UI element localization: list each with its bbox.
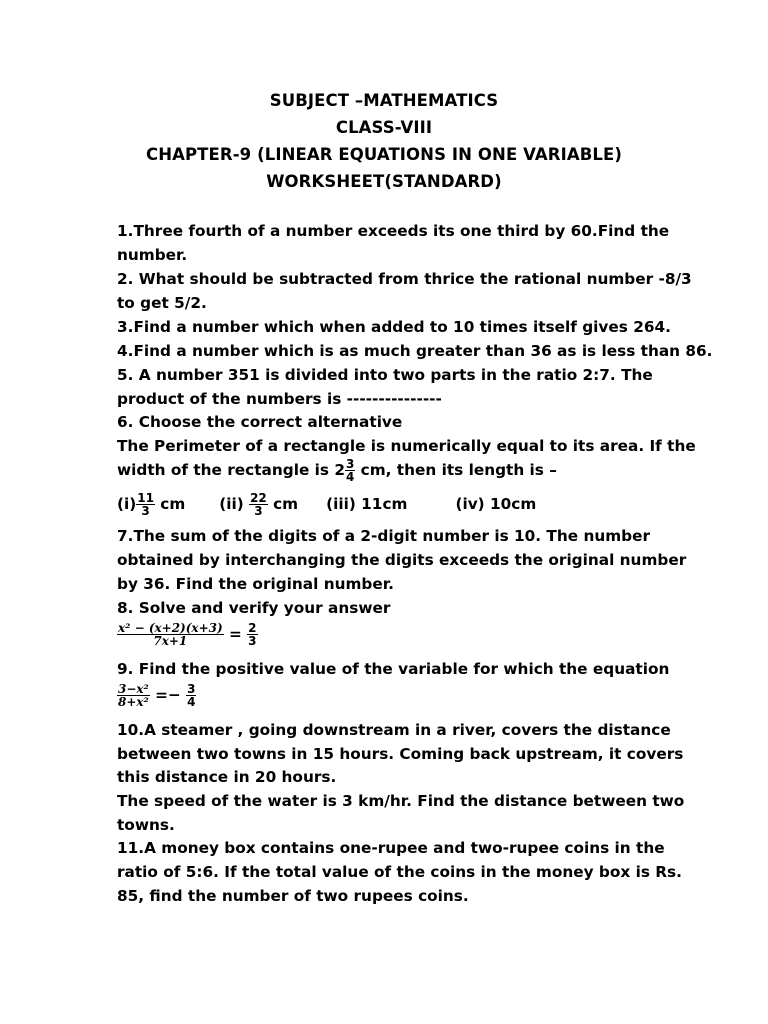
question-6-text-post: cm, then its length is – [355, 461, 557, 479]
question-7-line-3: by 36. Find the original number. [117, 575, 394, 593]
equation-8-sign: = [228, 625, 242, 643]
option-2-numerator: 22 [250, 491, 267, 505]
question-10-line-4: The speed of the water is 3 km/hr. Find the distance between two [117, 792, 685, 810]
equation-9-lhs [117, 683, 150, 708]
option-4: (iv) 10cm [455, 495, 537, 513]
question-9-line-1: 9. Find the positive value of the variable for which the equation [117, 660, 670, 678]
subject-heading: SUBJECT –MATHEMATICS [269, 91, 499, 110]
option-2-label: (ii) [219, 495, 250, 513]
option-1-label: (i) [117, 495, 137, 513]
option-2-fraction [249, 492, 268, 517]
equation-8-rhs-denominator: 3 [248, 634, 257, 648]
question-11-line-2: ratio of 5:6. If the total value of the coins in the money box is Rs. [117, 863, 682, 881]
question-5-line-1: 5. A number 351 is divided into two parts in the ratio 2:7. The [117, 366, 653, 384]
question-8-line-1: 8. Solve and verify your answer [117, 599, 391, 617]
equation-9-numerator: 3−x² [118, 682, 149, 696]
question-6-text-pre: width of the rectangle is 2 [117, 461, 345, 479]
equation-9-rhs-denominator: 4 [187, 695, 196, 709]
question-8-equation [117, 622, 258, 647]
question-10-line-3: this distance in 20 hours. [117, 768, 337, 786]
question-4: 4.Find a number which is as much greater than 36 as is less than 86. [117, 342, 713, 360]
mixed-fraction-denominator: 4 [345, 470, 355, 484]
question-6-line-1: 6. Choose the correct alternative [117, 413, 403, 431]
question-10-line-2: between two towns in 15 hours. Coming back upstream, it covers [117, 745, 684, 763]
question-2-line-1: 2. What should be subtracted from thrice the rational number -8/3 [117, 270, 692, 288]
question-10-line-5: towns. [117, 816, 175, 834]
equation-8-denominator: 7x+1 [117, 634, 224, 647]
question-6-line-2: The Perimeter of a rectangle is numerically equal to its area. If the [117, 437, 696, 455]
option-1 [117, 491, 186, 518]
option-1-fraction [136, 492, 155, 517]
option-1-denominator: 3 [136, 504, 155, 517]
question-6-line-3 [117, 458, 557, 483]
option-3: (iii) 11cm [326, 495, 408, 513]
equation-9-denominator: 8+x² [118, 695, 149, 709]
question-1-line-1: 1.Three fourth of a number exceeds its one third by 60.Find the [117, 222, 670, 240]
question-6-options [117, 492, 536, 517]
question-11-line-3: 85, find the number of two rupees coins. [117, 887, 469, 905]
question-11-line-1: 11.A money box contains one-rupee and two-rupee coins in the [117, 839, 665, 857]
class-heading: CLASS-VIII [335, 118, 433, 137]
equation-8-rhs [247, 622, 257, 647]
question-2-line-2: to get 5/2. [117, 294, 207, 312]
chapter-heading: CHAPTER-9 (LINEAR EQUATIONS IN ONE VARIABLE) [146, 145, 622, 164]
equation-9-rhs-numerator: 3 [187, 682, 196, 696]
option-1-numerator: 11 [137, 491, 154, 505]
option-2-unit: cm [267, 495, 299, 513]
question-1-line-2: number. [117, 246, 188, 264]
option-1-unit: cm [154, 495, 186, 513]
equation-9-sign: =− [155, 686, 181, 704]
mixed-fraction [345, 458, 355, 483]
equation-8-rhs-numerator: 2 [248, 621, 257, 635]
question-7-line-2: obtained by interchanging the digits exceeds the original number [117, 551, 687, 569]
question-9-equation [117, 683, 196, 708]
equation-8-lhs [117, 622, 224, 647]
option-2-denominator: 3 [249, 504, 268, 517]
question-7-line-1: 7.The sum of the digits of a 2-digit number is 10. The number [117, 527, 651, 545]
equation-8-numerator: x² − (x+2)(x+3) [118, 621, 223, 635]
question-3: 3.Find a number which when added to 10 times itself gives 264. [117, 318, 671, 336]
question-10-line-1: 10.A steamer , going downstream in a river, covers the distance [117, 721, 671, 739]
mixed-fraction-numerator: 3 [345, 457, 355, 471]
equation-9-rhs [186, 683, 196, 708]
option-2 [219, 491, 299, 518]
worksheet-heading: WORKSHEET(STANDARD) [266, 172, 502, 191]
question-5-line-2: product of the numbers is --------------- [117, 390, 442, 408]
